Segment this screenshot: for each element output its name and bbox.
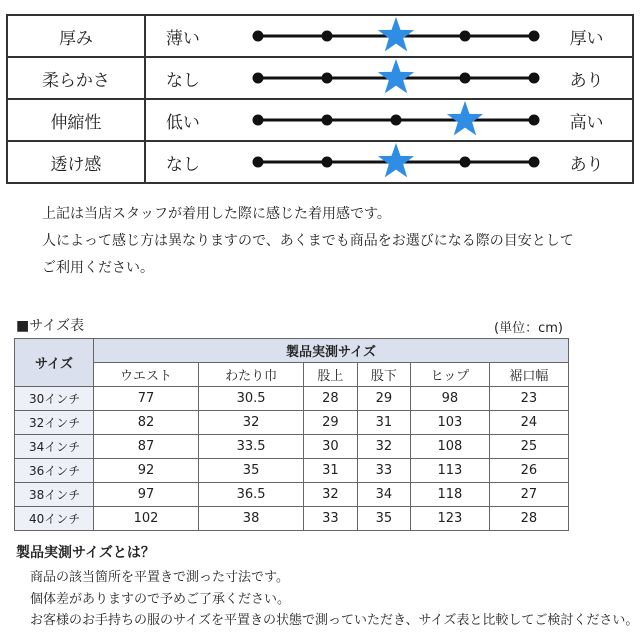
feel-row (7, 99, 633, 141)
size-value: 29 (304, 411, 358, 435)
definition-line-3: お客様のお手持ちの服のサイズを平置きの状態で測っていただき、サイズ表と比較してご検討ください。 (30, 613, 639, 628)
size-value: 102 (94, 507, 199, 531)
size-value: 97 (94, 483, 199, 507)
size-value: 33 (304, 507, 358, 531)
size-value: 31 (357, 411, 411, 435)
size-value: 82 (94, 411, 199, 435)
feel-right-label: 高い (570, 99, 633, 141)
feel-label: 厚み (7, 15, 145, 57)
size-value: 27 (489, 483, 568, 507)
column-header: ウエスト (94, 363, 199, 387)
feel-label: 透け感 (7, 141, 145, 183)
table-row (15, 411, 569, 435)
size-value: 118 (411, 483, 490, 507)
feel-scale (250, 15, 570, 57)
size-table (14, 338, 569, 531)
column-header: わたり巾 (199, 363, 304, 387)
size-value: 113 (411, 459, 490, 483)
feel-scale (250, 57, 570, 99)
scale-dot (321, 73, 332, 84)
column-header: 裾口幅 (489, 363, 568, 387)
size-value: 34 (357, 483, 411, 507)
scale-dot (321, 31, 332, 42)
feel-row (7, 57, 633, 99)
size-label: 34インチ (15, 435, 94, 459)
scale-dot (252, 115, 263, 126)
scale-dot (528, 73, 539, 84)
size-label: 38インチ (15, 483, 94, 507)
feel-left-label: 薄い (145, 15, 250, 57)
size-value: 30.5 (199, 387, 304, 411)
size-value: 33 (357, 459, 411, 483)
size-label: 30インチ (15, 387, 94, 411)
feel-scale (250, 99, 570, 141)
scale-dot (459, 157, 470, 168)
scale-graphic (250, 142, 570, 182)
size-label: 36インチ (15, 459, 94, 483)
scale-dot (459, 73, 470, 84)
size-value: 26 (489, 459, 568, 483)
size-value: 35 (199, 459, 304, 483)
size-value: 28 (304, 387, 358, 411)
table-row (15, 483, 569, 507)
scale-graphic (250, 100, 570, 140)
group-header: 製品実測サイズ (94, 339, 569, 363)
size-table-title: ■サイズ表 (16, 318, 85, 334)
size-value: 32 (199, 411, 304, 435)
feel-right-label: あり (570, 141, 633, 183)
scale-dot (528, 157, 539, 168)
note-line-1: 上記は当店スタッフが着用した際に感じた着用感です。 (42, 206, 391, 222)
feel-label: 伸縮性 (7, 99, 145, 141)
feel-table (6, 14, 634, 184)
size-label: 40インチ (15, 507, 94, 531)
size-value: 87 (94, 435, 199, 459)
feel-left-label: なし (145, 57, 250, 99)
size-value: 23 (489, 387, 568, 411)
feel-left-label: なし (145, 141, 250, 183)
scale-dot (321, 157, 332, 168)
definition-line-2: 個体差がありますので予めご了承ください。 (30, 592, 291, 607)
size-value: 103 (411, 411, 490, 435)
table-row (15, 435, 569, 459)
scale-dot (459, 31, 470, 42)
size-header: サイズ (15, 339, 94, 387)
feel-row (7, 15, 633, 57)
star-icon (377, 143, 413, 177)
size-value: 30 (304, 435, 358, 459)
size-value: 24 (489, 411, 568, 435)
size-value: 36.5 (199, 483, 304, 507)
feel-right-label: あり (570, 57, 633, 99)
scale-dot (528, 31, 539, 42)
size-value: 92 (94, 459, 199, 483)
scale-dot (252, 73, 263, 84)
scale-dot (390, 115, 401, 126)
scale-dot (252, 31, 263, 42)
definition-line-1: 商品の該当箇所を平置きで測った寸法です。 (30, 570, 289, 585)
size-value: 33.5 (199, 435, 304, 459)
star-icon (446, 101, 482, 135)
feel-row (7, 141, 633, 183)
size-value: 29 (357, 387, 411, 411)
feel-scale (250, 141, 570, 183)
table-row (15, 459, 569, 483)
feel-left-label: 低い (145, 99, 250, 141)
size-value: 108 (411, 435, 490, 459)
size-value: 77 (94, 387, 199, 411)
scale-graphic (250, 16, 570, 56)
scale-dot (321, 115, 332, 126)
table-row (15, 507, 569, 531)
scale-graphic (250, 58, 570, 98)
scale-dot (528, 115, 539, 126)
size-value: 32 (304, 483, 358, 507)
star-icon (377, 59, 413, 93)
size-value: 25 (489, 435, 568, 459)
scale-dot (252, 157, 263, 168)
feel-right-label: 厚い (570, 15, 633, 57)
size-value: 35 (357, 507, 411, 531)
size-table-unit: (単位：cm) (494, 321, 563, 336)
size-value: 31 (304, 459, 358, 483)
note-line-2: 人によって感じ方は異なりますので、あくまでも商品をお選びになる際の目安として (42, 233, 574, 249)
definition-title: 製品実測サイズとは？ (16, 545, 155, 561)
column-header: 股下 (357, 363, 411, 387)
star-icon (377, 17, 413, 51)
size-value: 32 (357, 435, 411, 459)
size-value: 98 (411, 387, 490, 411)
column-header: 股上 (304, 363, 358, 387)
feel-label: 柔らかさ (7, 57, 145, 99)
size-value: 38 (199, 507, 304, 531)
size-label: 32インチ (15, 411, 94, 435)
size-value: 123 (411, 507, 490, 531)
column-header: ヒップ (411, 363, 490, 387)
note-line-3: ご利用ください。 (42, 260, 154, 276)
size-value: 28 (489, 507, 568, 531)
table-row (15, 387, 569, 411)
